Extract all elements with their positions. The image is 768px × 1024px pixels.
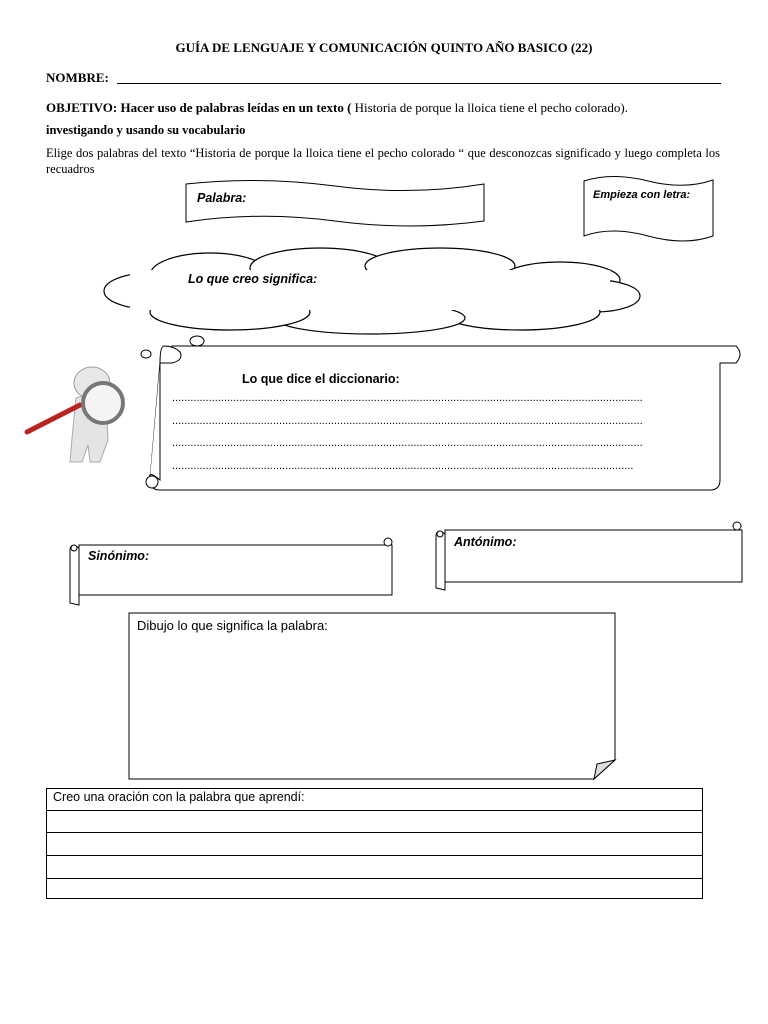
objetivo-label: OBJETIVO: [46, 100, 118, 115]
palabra-label: Palabra: [197, 191, 247, 205]
page-title: GUÍA DE LENGUAJE Y COMUNICACIÓN QUINTO AÑO BASICO (22) [175, 40, 593, 55]
dibujo-label: Dibujo lo que significa la palabra: [137, 618, 328, 633]
sinonimo-label: Sinónimo: [88, 549, 150, 563]
empieza-box-shape [584, 177, 713, 242]
oracion-row-4[interactable] [46, 879, 703, 899]
objetivo-line2: investigando y usando su vocabulario [46, 123, 246, 137]
magnifying-glass-person-icon [27, 367, 123, 462]
diccionario-label: Lo que dice el diccionario: [242, 372, 400, 386]
instructions: Elige dos palabras del texto “Historia de porque la lloica tiene el pecho colorado “ que desconozcas significado y luego completa los recuadros [46, 146, 720, 176]
dotted-line-4[interactable]: ....................................................................................................................................................... [172, 460, 634, 472]
objetivo-bold-text: Hacer uso de palabras leídas en un texto ( [120, 100, 352, 115]
oracion-header-row [46, 788, 703, 811]
oracion-label: Creo una oración con la palabra que aprendí: [53, 790, 305, 804]
dotted-line-1[interactable]: .......................................................................................................................................................... [172, 392, 643, 404]
antonimo-label: Antónimo: [454, 535, 517, 549]
oracion-row-2[interactable] [46, 833, 703, 856]
nombre-label: NOMBRE: [46, 70, 109, 85]
dotted-line-3[interactable]: .......................................................................................................................................................... [172, 437, 643, 449]
objetivo-text: Historia de porque la lloica tiene el pecho colorado). [351, 100, 628, 115]
dotted-line-2[interactable]: .......................................................................................................................................................... [172, 415, 643, 427]
oracion-row-3[interactable] [46, 856, 703, 879]
dibujo-box-shape [129, 613, 615, 779]
creo-label: Lo que creo significa: [188, 272, 318, 286]
antonimo-scroll-shape [436, 522, 742, 590]
empieza-label: Empieza con letra: [593, 189, 691, 201]
oracion-row-1[interactable] [46, 810, 703, 833]
